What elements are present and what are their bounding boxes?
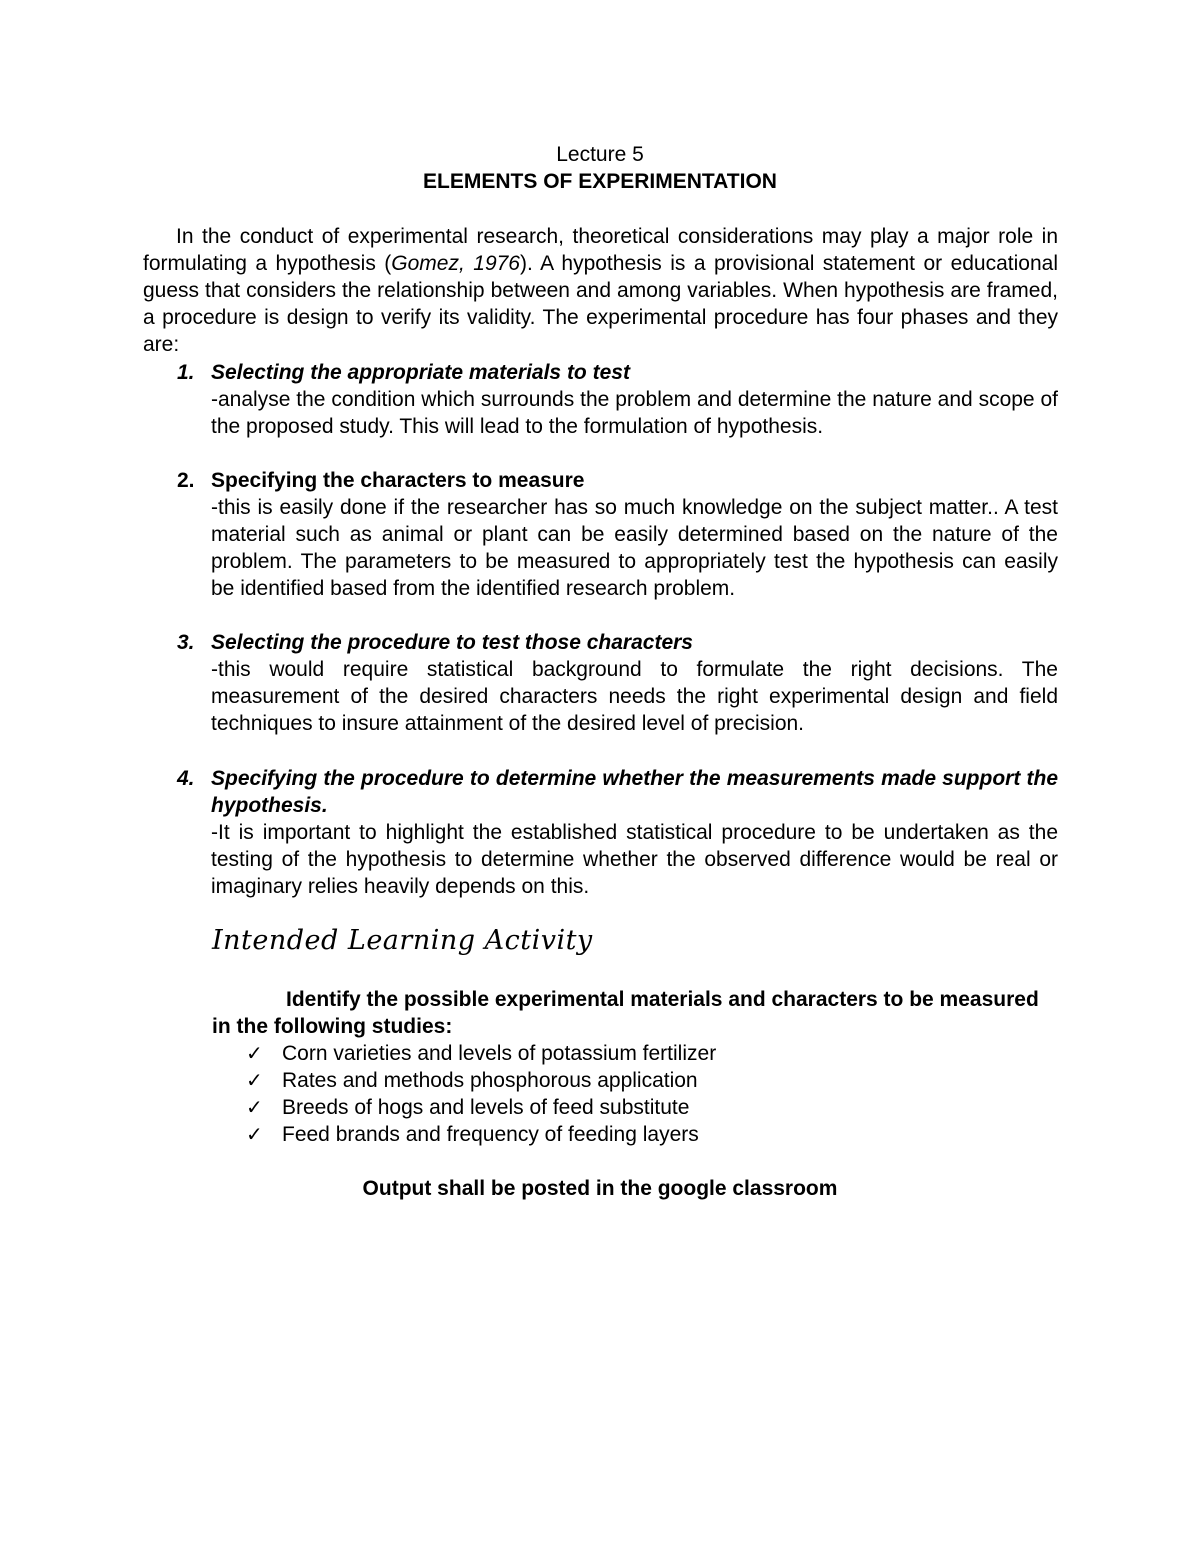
list-item [246,1067,716,1094]
phase-number: 2. [177,469,195,492]
phase-item-1 [143,359,1058,440]
intro-text-start: In the conduct of experimental research, theoretical considerations may play a major role in formulating a hypothesis ( [143,225,1058,275]
list-item-text: Breeds of hogs and levels of feed substitute [282,1096,690,1119]
phase-number: 1. [177,361,195,384]
phase-description: -analyse the condition which surrounds the problem and determine the nature and scope of the proposed study. This will lead to the formulation of hypothesis. [211,388,1058,438]
activity-instruction-text: Identify the possible experimental materials and characters to be measured in the following studies: [212,988,1039,1038]
checkmark-icon: ✓ [246,1041,263,1065]
phase-description: -this is easily done if the researcher has so much knowledge on the subject matter.. A test material such as animal or plant can be easily determined based on the nature of the problem. The parameters to be measured to appropriately test the hypothesis can easily be identified based from the identified research problem. [211,496,1058,600]
phase-item-4 [143,765,1058,900]
phase-title: Specifying the characters to measure [211,469,585,492]
phase-number: 3. [177,631,195,654]
phase-description: -this would require statistical background to formulate the right decisions. The measurement of the desired characters needs the right experimental design and field techniques to insure attainment of the desired level of precision. [211,658,1058,735]
phase-heading [143,467,1058,494]
list-item-text: Rates and methods phosphorous application [282,1069,698,1092]
footer-note: Output shall be posted in the google classroom [362,1177,838,1200]
list-item-text: Corn varieties and levels of potassium fertilizer [282,1042,717,1065]
phase-title: Selecting the appropriate materials to test [211,361,630,384]
page-title: ELEMENTS OF EXPERIMENTATION [423,170,777,193]
phase-title: Selecting the procedure to test those characters [211,631,693,654]
phase-heading [143,629,1058,656]
list-item [246,1121,716,1148]
lecture-label: Lecture 5 [556,143,644,166]
checkmark-icon: ✓ [246,1095,263,1119]
intro-citation: Gomez, 1976 [391,252,520,275]
checkmark-icon: ✓ [246,1122,263,1146]
phase-description: -It is important to highlight the established statistical procedure to be undertaken as the testing of the hypothesis to determine whether the observed difference would be real or imaginary relies heavily depends on this. [211,821,1058,898]
phase-heading [143,359,1058,386]
intro-paragraph [143,223,1058,358]
list-item [246,1040,716,1067]
intro-text-end: ). A hypothesis is a provisional statement or educational guess that considers the relationship between and among variables. When hypothesis are framed, a procedure is design to verify its validity. The experimental procedure has four phases and they are: [143,252,1058,356]
phase-item-3 [143,629,1058,737]
phase-title: Specifying the procedure to determine whether the measurements made support the hypothesis. [211,767,1058,817]
list-item [246,1094,716,1121]
phase-number: 4. [177,767,195,790]
study-checklist [246,1040,716,1148]
checkmark-icon: ✓ [246,1068,263,1092]
list-item-text: Feed brands and frequency of feeding layers [282,1123,699,1146]
phase-heading [143,765,1058,819]
phase-item-2 [143,467,1058,602]
activity-instruction [212,986,1042,1040]
activity-heading: Intended Learning Activity [212,925,593,956]
